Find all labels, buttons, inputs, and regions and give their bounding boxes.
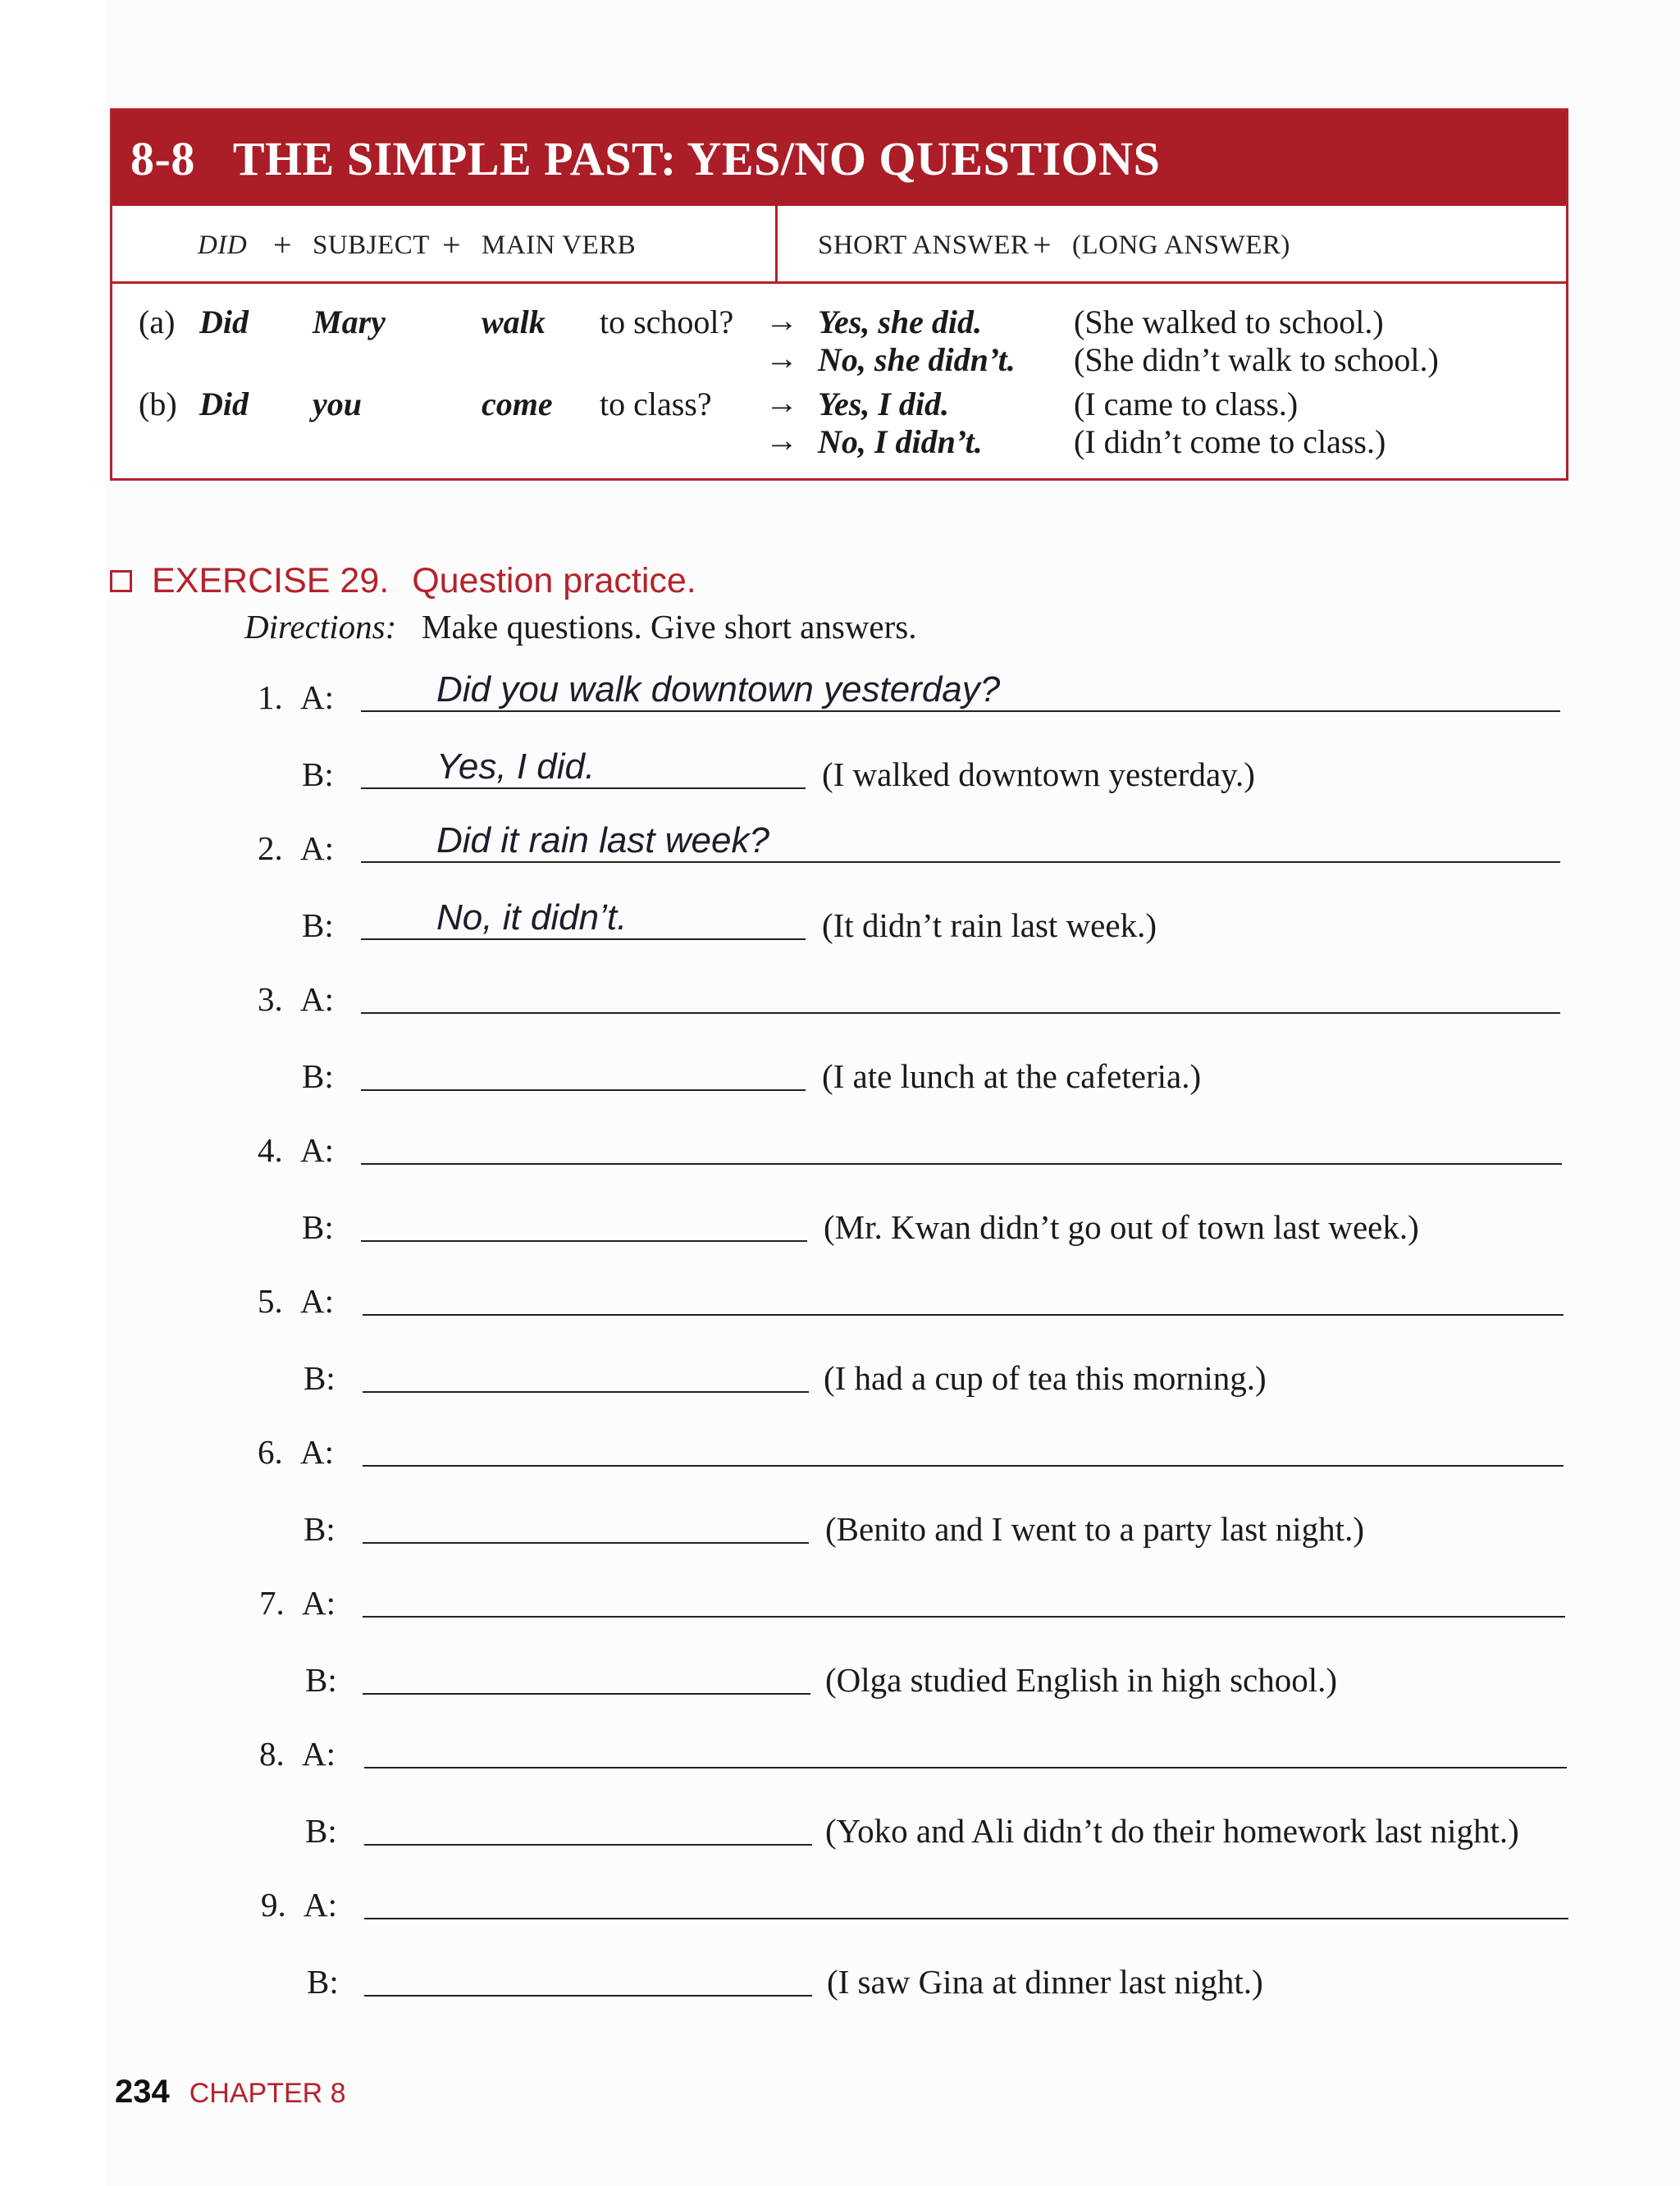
header-subject: SUBJECT: [313, 230, 430, 260]
column-divider: [775, 206, 778, 281]
header-plus: +: [1033, 226, 1052, 263]
answer-a-line[interactable]: [361, 1163, 1562, 1165]
speaker-a-label: A:: [300, 980, 334, 1018]
cue-text: (I walked downtown yesterday.): [822, 755, 1255, 793]
answer-a-line[interactable]: [363, 1616, 1565, 1618]
header-main-verb: MAIN VERB: [482, 230, 637, 260]
cue-text: (I had a cup of tea this morning.): [824, 1359, 1267, 1397]
cue-text: (It didn’t rain last week.): [822, 906, 1157, 944]
row-letter: (a): [139, 303, 176, 340]
answer-a-text: Did you walk downtown yesterday?: [436, 669, 1001, 710]
cue-text: (Olga studied English in high school.): [825, 1661, 1338, 1699]
speaker-b-label: B:: [305, 1661, 337, 1699]
header-short-answer: SHORT ANSWER: [818, 230, 1029, 260]
item-number: 4.: [258, 1131, 283, 1169]
answer-b-line[interactable]: [361, 1089, 806, 1091]
answer-a-line[interactable]: [361, 1012, 1560, 1014]
speaker-b-label: B:: [304, 1359, 336, 1397]
short-answer: Yes, she did.: [818, 303, 982, 340]
short-answer: Yes, I did.: [818, 386, 949, 422]
arrow-icon: →: [765, 302, 798, 339]
header-plus: +: [442, 226, 462, 263]
speaker-a-label: A:: [300, 1131, 334, 1169]
answer-a-line[interactable]: [363, 1465, 1564, 1467]
short-answer: No, she didn’t.: [818, 341, 1016, 378]
page-footer: [115, 2074, 346, 2111]
directions: [244, 607, 917, 646]
speaker-a-label: A:: [300, 1433, 334, 1471]
long-answer: (I didn’t come to class.): [1074, 423, 1386, 460]
chart-title: THE SIMPLE PAST: YES/NO QUESTIONS: [232, 131, 1161, 185]
row-verb: walk: [482, 303, 546, 340]
row-subject: Mary: [313, 303, 386, 340]
item-number: 1.: [258, 678, 283, 716]
answer-a-line[interactable]: [361, 710, 1560, 712]
row-rest: to class?: [600, 386, 712, 422]
item-number: 7.: [259, 1584, 285, 1622]
chapter-label: CHAPTER 8: [189, 2078, 346, 2109]
checkbox-icon[interactable]: [110, 570, 132, 592]
speaker-b-label: B:: [302, 1208, 334, 1246]
item-number: 3.: [258, 980, 283, 1018]
directions-label: Directions:: [244, 608, 397, 646]
speaker-a-label: A:: [300, 678, 334, 716]
answer-b-text: Yes, I did.: [436, 746, 596, 787]
arrow-icon: →: [765, 384, 798, 421]
short-answer: No, I didn’t.: [818, 423, 983, 460]
long-answer: (She walked to school.): [1074, 303, 1384, 340]
exercise-title: Question practice.: [412, 561, 696, 600]
answer-b-line[interactable]: [363, 1542, 809, 1544]
arrow-icon: →: [765, 340, 798, 377]
speaker-b-label: B:: [307, 1963, 339, 2001]
arrow-icon: →: [765, 422, 798, 459]
exercise-heading: [110, 561, 696, 601]
header-did: DID: [198, 230, 248, 260]
item-number: 6.: [258, 1433, 283, 1471]
answer-a-line[interactable]: [364, 1918, 1568, 1919]
answer-b-line[interactable]: [361, 787, 806, 789]
chart-column-headers: [112, 206, 1566, 284]
speaker-b-label: B:: [304, 1510, 336, 1548]
chart-header: [112, 111, 1566, 206]
answer-a-line[interactable]: [361, 861, 1560, 863]
exercise-number: EXERCISE 29.: [152, 561, 390, 600]
answer-a-line[interactable]: [364, 1767, 1567, 1768]
long-answer: (I came to class.): [1074, 386, 1299, 422]
answer-b-line[interactable]: [364, 1844, 812, 1846]
item-number: 9.: [261, 1886, 286, 1924]
cue-text: (I saw Gina at dinner last night.): [827, 1963, 1263, 2001]
speaker-b-label: B:: [302, 906, 334, 944]
speaker-a-label: A:: [302, 1584, 336, 1622]
cue-text: (Yoko and Ali didn’t do their homework last night.): [825, 1812, 1519, 1850]
speaker-b-label: B:: [305, 1812, 337, 1850]
answer-b-line[interactable]: [363, 1391, 809, 1393]
page-number: 234: [115, 2074, 170, 2110]
header-plus: +: [273, 226, 293, 263]
answer-b-line[interactable]: [363, 1693, 810, 1695]
item-number: 8.: [259, 1735, 285, 1773]
answer-b-line[interactable]: [364, 1995, 812, 1997]
directions-text: Make questions. Give short answers.: [421, 608, 917, 646]
speaker-a-label: A:: [300, 1282, 334, 1320]
grammar-chart: [110, 108, 1568, 481]
answer-b-line[interactable]: [361, 1240, 807, 1242]
row-did: Did: [199, 386, 249, 422]
answer-b-line[interactable]: [361, 938, 806, 940]
answer-b-text: No, it didn’t.: [436, 897, 628, 938]
cue-text: (I ate lunch at the cafeteria.): [822, 1057, 1202, 1095]
long-answer: (She didn’t walk to school.): [1074, 341, 1439, 378]
cue-text: (Benito and I went to a party last night.): [825, 1510, 1364, 1548]
row-did: Did: [199, 303, 249, 340]
header-long-answer: (LONG ANSWER): [1072, 230, 1290, 260]
answer-a-line[interactable]: [363, 1314, 1564, 1316]
row-letter: (b): [139, 386, 177, 422]
chart-number: 8-8: [130, 131, 195, 185]
row-rest: to school?: [600, 303, 734, 340]
speaker-b-label: B:: [302, 1057, 334, 1095]
item-number: 2.: [258, 829, 283, 867]
speaker-b-label: B:: [302, 755, 334, 793]
speaker-a-label: A:: [302, 1735, 336, 1773]
speaker-a-label: A:: [304, 1886, 337, 1924]
item-number: 5.: [258, 1282, 283, 1320]
cue-text: (Mr. Kwan didn’t go out of town last week.): [824, 1208, 1419, 1246]
answer-a-text: Did it rain last week?: [436, 820, 769, 860]
speaker-a-label: A:: [300, 829, 334, 867]
row-verb: come: [482, 386, 553, 422]
row-subject: you: [313, 386, 362, 422]
